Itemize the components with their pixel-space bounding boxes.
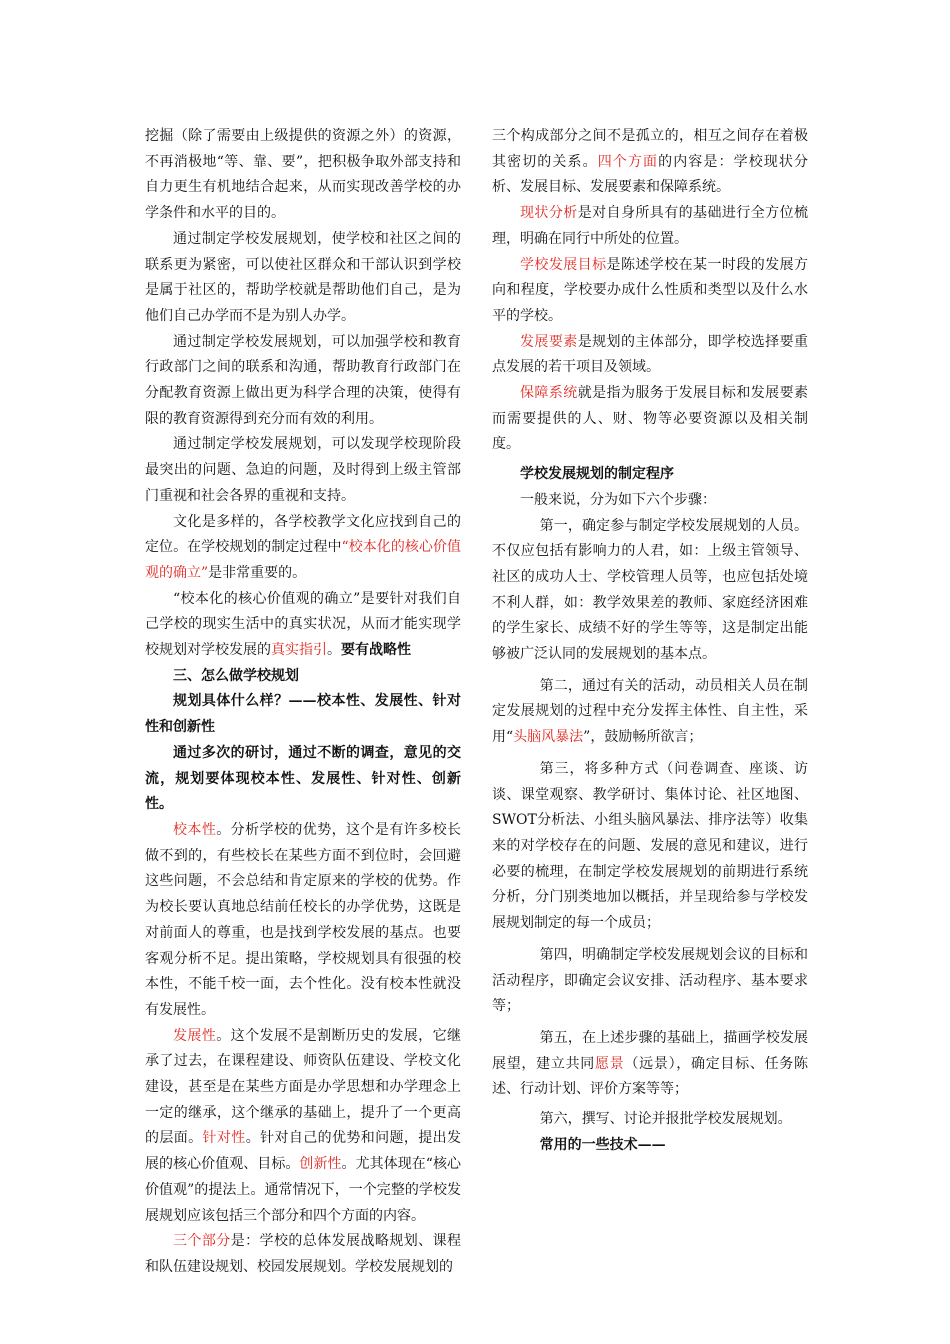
paragraph-text: 第二，通过有关的活动，动员相关人员在制定发展规划的过程中充分发挥主体性、自主性，采用“ [492,677,808,746]
term-label: 三个部分 [173,1233,231,1250]
paragraph [145,1229,461,1280]
paragraph [492,124,808,201]
paragraph-text: 是对自身所具有的基础进行全方位梳理，明确在同行中所处的位置。 [492,205,809,247]
paragraph-text: 。 [327,642,341,659]
bold-paragraph: 常用的一些技术—— [539,1136,666,1153]
paragraph [145,330,461,433]
paragraph [492,253,808,330]
term-label: 现状分析 [520,205,578,222]
right-column [492,124,808,1158]
bold-question: 规划具体什么样？——校本性、发展性、针对性和创新性 [145,693,461,736]
paragraph [145,510,461,587]
paragraph: 第六，撰写、讨论并报批学校发展规划。 [539,1111,792,1128]
term-label: 保障系统 [520,385,578,402]
term-label: 发展要素 [520,333,578,350]
paragraph [492,1026,808,1103]
paragraph-text: 。尤其体现在“核心价值观”的提法上。通常情况下，一个完整的学校发展规划应该包括三个部分和四个方面的内容。 [145,1156,462,1224]
bold-text: 要有战略性 [341,642,411,659]
paragraph-text: ”，鼓励畅所欲言； [583,729,703,746]
term-label: 四个方面 [597,153,659,170]
term-label: 头脑风暴法 [513,729,584,746]
paragraph-text: 。这个发展不是割断历史的发展，它继承了过去，在课程建设、师资队伍建设、学校文化建设，甚至是在某些方面是办学思想和办学理念上一定的继承，这个继承的基础上，提升了一个更高的层面。 [145,1027,462,1147]
paragraph: 第一，确定参与制定学校发展规划的人员。不仅应包括有影响力的人君，如：上级主管领导、社区的成功人士、学校管理人员等，也应包括处境不利人群，如：教学效果差的教师、家庭经济困难的学生家长、成绩不好的学生等等，这是制定出能够被广泛认同的发展规划的基本点。 [492,517,808,663]
paragraph [145,227,461,330]
paragraph-text: 。分析学校的优势，这个是有许多校长做不到的，有些校长在某些方面不到位时，会回避这些问题，不会总结和肯定原来的学校的优势。作为校长要认真地总结前任校长的办学优势，这既是对前面人的尊重，也是找到学校发展的基点。也要客观分析不足。提出策略，学校规划具有很强的校本性，不能千校一面，去个性化。没有校本性就没有发展性。 [145,821,462,1018]
bold-paragraph: 通过多次的研讨，通过不断的调查，意见的交流，规划要体现校本性、发展性、针对性、创新性。 [145,744,461,813]
paragraph [492,674,808,751]
term-label: 校本性 [173,821,217,838]
paragraph-text: 文化是多样的，各学校教学文化应找到自己的定位。在学校规划的制定过程中 [145,513,461,556]
paragraph-text: 是：学校的总体发展战略规划、课程和队伍建设规划、校园发展规划。学校发展规划的 [145,1233,462,1275]
paragraph [145,1024,461,1230]
paragraph-text: （远景），确定目标、任务陈述、行动计划、评价方案等等； [492,1055,809,1098]
term-label: 针对性 [202,1130,246,1147]
paragraph: 第三，将多种方式（问卷调查、座谈、访谈、课堂观察、教学研讨、集体讨论、社区地图、SWOT分析法、小组头脑风暴法、排序法等）收集来的对学校存在的问题、发展的意见和建议，进行必要的梳理，在制定学校发展规划的前期进行系统分析，分门别类地加以概括，并呈现给参与学校发展规划制定的每一个成员； [492,760,808,932]
paragraph: 一般来说，分为如下六个步骤： [520,491,716,508]
paragraph [492,330,808,381]
term-label: 发展性 [173,1027,217,1044]
paragraph-text: 是规划的主体部分，即学校选择要重点发展的若干项目及领域。 [492,333,809,376]
paragraph-text: 三个构成部分之间不是孤立的，相互之间存在着极其密切的关系。 [492,128,808,170]
paragraph-text: 。针对自己的优势和问题，提出发展的核心价值观、目标。 [145,1130,462,1173]
highlight-text: “校本化的核心价值观的确立” [145,539,461,581]
paragraph [145,587,461,664]
paragraph [145,432,461,509]
highlight-text: 真实指引 [271,642,327,659]
paragraph-text: 通过制定学校发展规划，可以加强学校和教育行政部门之间的联系和沟通，帮助教育行政部门在分配教育资源上做出更为科学合理的决策，使得有限的教育资源得到充分而有效的利用。 [145,333,461,427]
paragraph-text: 是陈述学校在某一时段的发展方向和程度，学校要办成什么性质和类型以及什么水平的学校。 [492,256,809,324]
paragraph-text: 通过制定学校发展规划，可以发现学校现阶段最突出的问题、急迫的问题，及时得到上级主管部门重视和社会各界的重视和支持。 [145,436,461,504]
paragraph [145,124,461,227]
paragraph [145,818,461,1024]
left-column [145,124,461,1281]
paragraph-text: 的内容是：学校现状分析、发展目标、发展要素和保障系统。 [492,153,809,196]
section-heading: 三、怎么做学校规划 [173,667,299,684]
paragraph: 第四，明确制定学校发展规划会议的目标和活动程序，即确定会议安排、活动程序、基本要求等； [492,946,808,1015]
paragraph [492,381,808,458]
term-label: 愿景 [595,1055,625,1072]
term-label: 创新性 [299,1156,342,1173]
paragraph-text: 第五，在上述步骤的基础上，描画学校发展展望，建立共同 [492,1029,808,1072]
paragraph-text: 挖掘（除了需要由上级提供的资源之外）的资源，不再消极地“等、靠、要”，把积极争取外部支持和自力更生有机地结合起来，从而实现改善学校的办学条件和水平的目的。 [145,128,461,222]
paragraph-text: “校本化的核心价值观的确立”是要针对我们自己学校的现实生活中的真实状况，从而才能实现学校规划对学校发展的 [145,590,461,659]
section-heading: 学校发展规划的制定程序 [520,466,674,483]
paragraph-text: 是非常重要的。 [208,564,307,581]
paragraph-text: 通过制定学校发展规划，使学校和社区之间的联系更为紧密，可以使社区群众和干部认识到学校是属于社区的，帮助学校就是帮助他们自己，是为他们自己办学而不是为别人办学。 [145,230,461,324]
paragraph [492,201,808,252]
paragraph-text: 就是指为服务于发展目标和发展要素而需要提供的人、财、物等必要资源以及相关制度。 [492,385,809,453]
term-label: 学校发展目标 [520,256,607,273]
